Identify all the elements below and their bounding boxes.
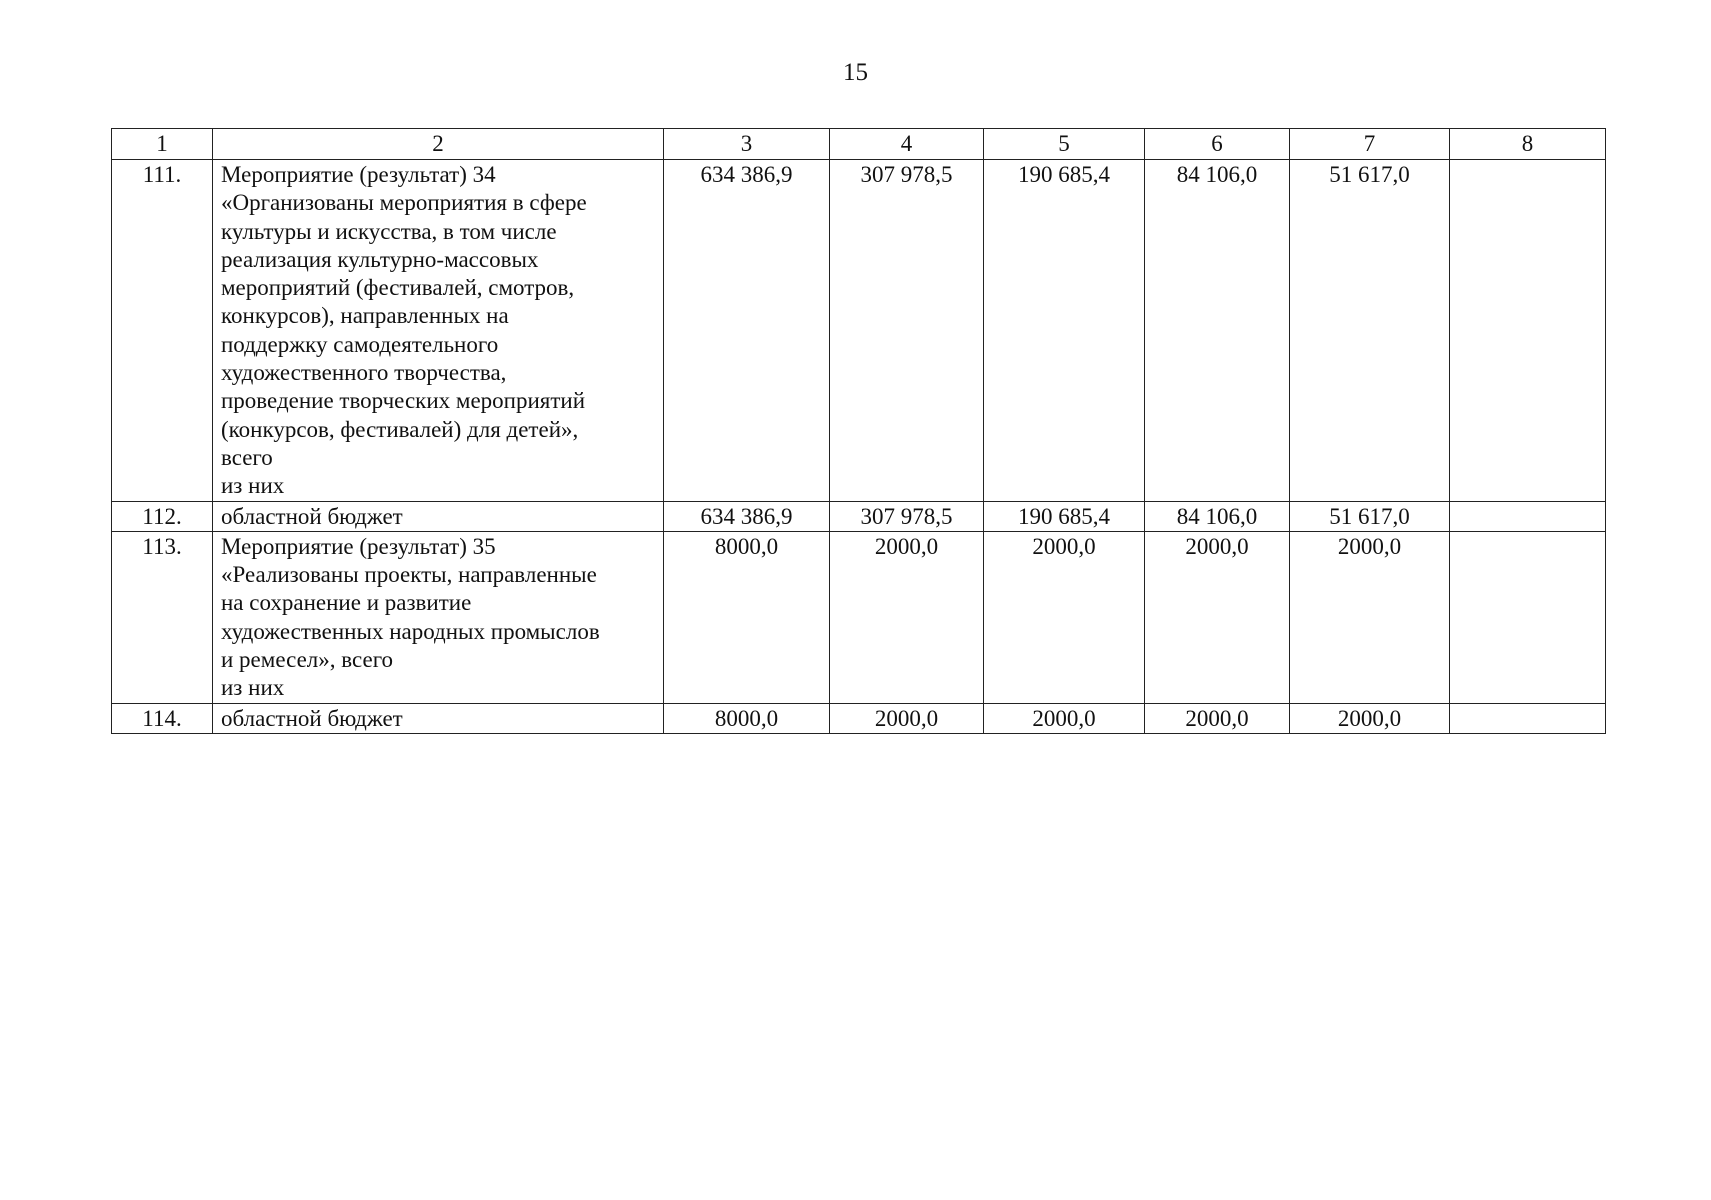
- row-value-col6: 84 106,0: [1145, 501, 1290, 531]
- row-value-col8: [1450, 501, 1606, 531]
- row-value-col8: [1450, 703, 1606, 733]
- row-value-col5: 2000,0: [984, 703, 1145, 733]
- row-description: Мероприятие (результат) 34 «Организованы мероприятия в сфере культуры и искусства, в том числе реализация культурно-массовых мероприятий (фестивалей, смотров, конкурсов), направленных на поддержку самодеятельного художественного творчества, проведение творческих мероприятий (конкурсов, фестивалей) для детей», всего из них: [213, 160, 664, 502]
- column-header-3: 3: [664, 129, 830, 160]
- row-value-col4: 2000,0: [830, 531, 984, 703]
- row-description: областной бюджет: [213, 703, 664, 733]
- row-number: 114.: [112, 703, 213, 733]
- row-value-col7: 51 617,0: [1290, 501, 1450, 531]
- column-header-6: 6: [1145, 129, 1290, 160]
- row-value-col3: 634 386,9: [664, 501, 830, 531]
- row-value-col4: 2000,0: [830, 703, 984, 733]
- column-header-7: 7: [1290, 129, 1450, 160]
- row-value-col5: 190 685,4: [984, 160, 1145, 502]
- row-value-col7: 2000,0: [1290, 531, 1450, 703]
- row-value-col6: 2000,0: [1145, 703, 1290, 733]
- row-description: Мероприятие (результат) 35 «Реализованы проекты, направленные на сохранение и развитие художественных народных промыслов и ремесел», всего из них: [213, 531, 664, 703]
- row-value-col3: 8000,0: [664, 703, 830, 733]
- page-number: 15: [843, 59, 868, 86]
- row-value-col8: [1450, 160, 1606, 502]
- row-description: областной бюджет: [213, 501, 664, 531]
- header-row: [112, 129, 1606, 160]
- row-value-col6: 2000,0: [1145, 531, 1290, 703]
- column-header-1: 1: [112, 129, 213, 160]
- table-row: [112, 160, 1606, 502]
- row-number: 111.: [112, 160, 213, 502]
- table-header: [112, 129, 1606, 160]
- row-number: 112.: [112, 501, 213, 531]
- column-header-8: 8: [1450, 129, 1606, 160]
- table-row: [112, 501, 1606, 531]
- column-header-5: 5: [984, 129, 1145, 160]
- row-value-col3: 8000,0: [664, 531, 830, 703]
- row-value-col7: 51 617,0: [1290, 160, 1450, 502]
- row-value-col6: 84 106,0: [1145, 160, 1290, 502]
- table-body: [112, 160, 1606, 734]
- row-value-col7: 2000,0: [1290, 703, 1450, 733]
- row-value-col3: 634 386,9: [664, 160, 830, 502]
- row-value-col4: 307 978,5: [830, 501, 984, 531]
- budget-table: [111, 128, 1606, 734]
- row-number: 113.: [112, 531, 213, 703]
- row-value-col8: [1450, 531, 1606, 703]
- table-row: [112, 531, 1606, 703]
- row-value-col5: 2000,0: [984, 531, 1145, 703]
- row-value-col4: 307 978,5: [830, 160, 984, 502]
- column-header-4: 4: [830, 129, 984, 160]
- table-row: [112, 703, 1606, 733]
- column-header-2: 2: [213, 129, 664, 160]
- row-value-col5: 190 685,4: [984, 501, 1145, 531]
